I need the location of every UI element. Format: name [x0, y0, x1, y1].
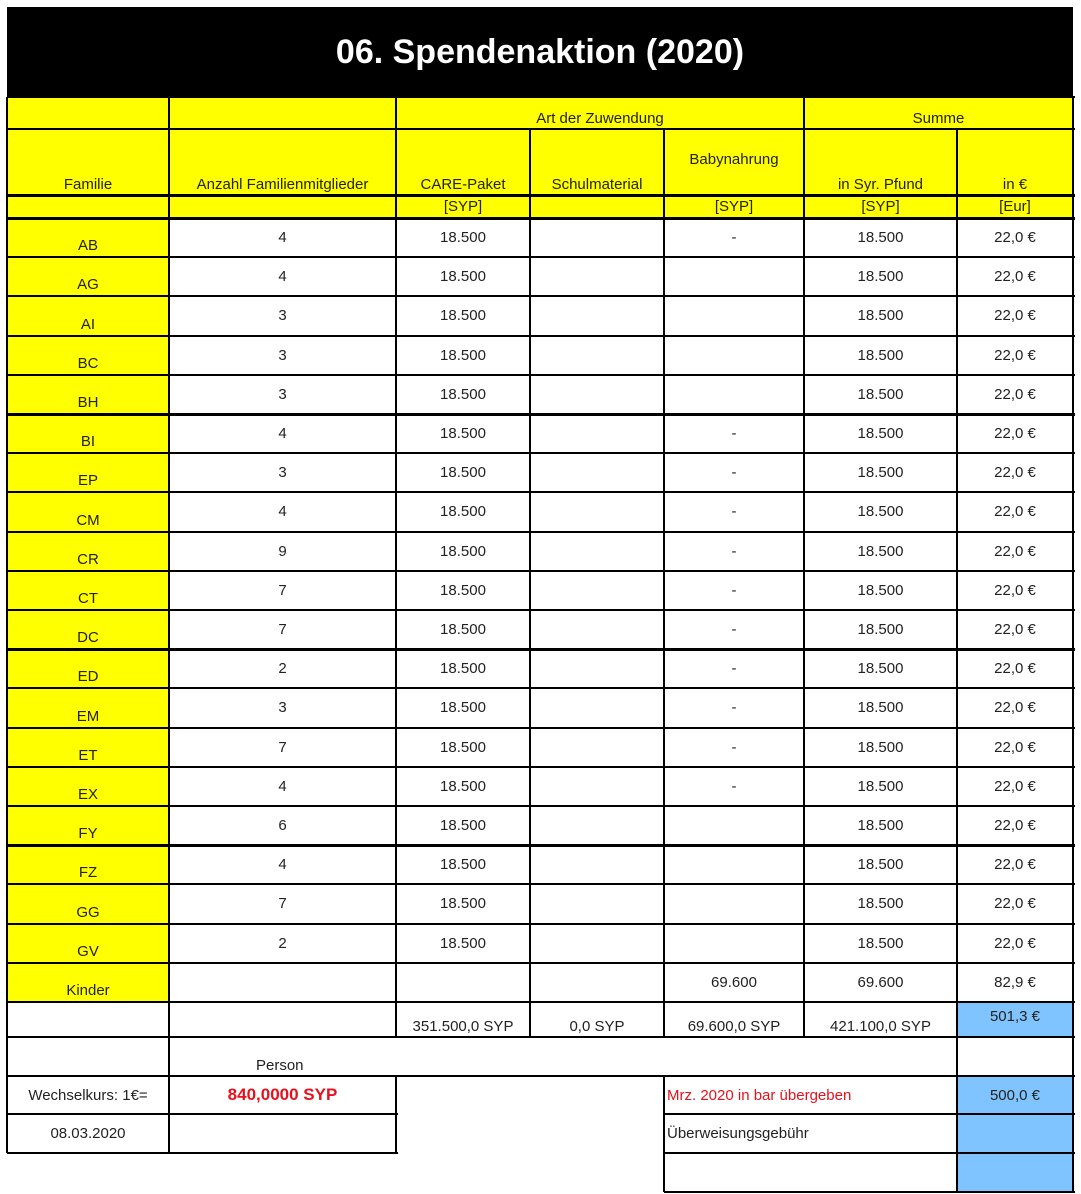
cash-handover-label: Mrz. 2020 in bar übergeben: [667, 1086, 852, 1104]
grid-line: [395, 1114, 397, 1153]
grid-line: [956, 1153, 958, 1192]
cell-care[interactable]: 18.500: [440, 817, 486, 834]
cell-schul[interactable]: [530, 532, 664, 571]
cell-syp[interactable]: 18.500: [857, 778, 904, 795]
grid-line: [956, 1114, 958, 1153]
grid-line: [1072, 1076, 1074, 1114]
header-care: CARE-Paket: [396, 129, 530, 195]
cell-syp[interactable]: 18.500: [857, 464, 904, 481]
cell-syp[interactable]: 18.500: [857, 856, 904, 873]
grid-line: [956, 218, 958, 1002]
cell-baby[interactable]: [664, 296, 804, 336]
cell-baby[interactable]: -: [731, 778, 737, 795]
cell-baby[interactable]: [664, 375, 804, 414]
grid-line: [168, 1037, 170, 1076]
cell-baby[interactable]: -: [731, 660, 737, 677]
cell-anzahl[interactable]: 4: [278, 425, 287, 442]
cell-syp[interactable]: 18.500: [857, 739, 904, 756]
exchange-rate-value[interactable]: 840,0000 SYP: [227, 1085, 338, 1104]
header-anzahl: Anzahl Familienmitglieder: [169, 129, 396, 195]
cell-anzahl[interactable]: 4: [278, 503, 287, 520]
cell-schul[interactable]: [530, 453, 664, 492]
cell-baby[interactable]: [664, 806, 804, 845]
grid-line: [529, 1002, 531, 1037]
grid-line: [1072, 97, 1074, 129]
grid-line: [6, 129, 8, 218]
cell-familie: AG: [7, 257, 169, 296]
cell-baby[interactable]: -: [731, 543, 737, 560]
cell-syp[interactable]: 18.500: [857, 935, 904, 952]
cell-familie: BI: [7, 414, 169, 453]
exchange-rate-label: Wechselkurs: 1€=: [28, 1086, 148, 1104]
cell-anzahl[interactable]: 4: [278, 229, 287, 246]
cell-anzahl[interactable]: 3: [278, 307, 287, 324]
cell-eur[interactable]: 22,0 €: [994, 621, 1036, 638]
total-syp: 421.100,0 SYP: [830, 1018, 931, 1035]
cell-familie: GG: [7, 884, 169, 924]
header-syp: in Syr. Pfund: [804, 129, 957, 195]
cell-eur[interactable]: 22,0 €: [994, 425, 1036, 442]
cell-familie: ET: [7, 728, 169, 767]
cell-schul[interactable]: [530, 884, 664, 924]
header-group-art: Art der Zuwendung: [396, 97, 804, 129]
cell-baby[interactable]: -: [731, 464, 737, 481]
cell-schul[interactable]: [530, 414, 664, 453]
cell-anzahl[interactable]: 3: [278, 386, 287, 403]
grid-line: [803, 218, 805, 1002]
cell-familie: CT: [7, 571, 169, 610]
grid-line: [803, 1002, 805, 1037]
grid-line: [956, 1002, 958, 1037]
total-baby: 69.600,0 SYP: [687, 1018, 781, 1035]
exchange-date: 08.03.2020: [50, 1125, 126, 1142]
unit-care: [SYP]: [396, 195, 530, 218]
grid-line: [663, 1076, 665, 1114]
cell-eur[interactable]: 22,0 €: [994, 543, 1036, 560]
cell-familie: FY: [7, 806, 169, 845]
cell-schul[interactable]: [530, 924, 664, 963]
empty-label-cell[interactable]: [664, 1153, 957, 1192]
cell-care[interactable]: 18.500: [440, 229, 486, 246]
grid-line: [168, 97, 170, 129]
header-group-summe: Summe: [804, 97, 1073, 129]
cell-syp[interactable]: 18.500: [857, 386, 904, 403]
grid-line: [6, 218, 8, 1002]
cell-anzahl[interactable]: 4: [278, 268, 287, 285]
cell-schul[interactable]: [530, 218, 664, 257]
cell-baby[interactable]: -: [731, 739, 737, 756]
cell-syp[interactable]: 18.500: [857, 817, 904, 834]
cell-care[interactable]: 18.500: [440, 347, 486, 364]
total-schul: 0,0 SYP: [569, 1018, 625, 1035]
grid-line: [663, 1153, 665, 1192]
cell-baby[interactable]: -: [731, 582, 737, 599]
grid-line: [6, 1076, 8, 1114]
header-familie: Familie: [7, 129, 169, 195]
cell-care[interactable]: 18.500: [440, 307, 486, 324]
cell-eur[interactable]: 22,0 €: [994, 817, 1036, 834]
cell-anzahl[interactable]: 7: [278, 582, 287, 599]
grid-line: [168, 1114, 170, 1153]
cell-familie: AI: [7, 296, 169, 336]
cell-schul[interactable]: [530, 571, 664, 610]
grid-line: [663, 129, 665, 218]
cell-care[interactable]: 18.500: [440, 856, 486, 873]
cell-eur[interactable]: 22,0 €: [994, 699, 1036, 716]
cell-care[interactable]: 18.500: [440, 503, 486, 520]
cell-care[interactable]: 18.500: [440, 582, 486, 599]
cell-syp[interactable]: 18.500: [857, 895, 904, 912]
cell-eur[interactable]: 22,0 €: [994, 229, 1036, 246]
cell-eur[interactable]: 22,0 €: [994, 503, 1036, 520]
cell-baby[interactable]: -: [731, 503, 737, 520]
cell-schul[interactable]: [530, 610, 664, 649]
cell-anzahl[interactable]: 9: [278, 543, 287, 560]
grid-line: [395, 97, 397, 129]
grid-line: [168, 218, 170, 1002]
cell-schul[interactable]: [530, 336, 664, 375]
grid-line: [529, 218, 531, 1002]
cell-eur[interactable]: 22,0 €: [994, 464, 1036, 481]
cell-anzahl[interactable]: 6: [278, 817, 287, 834]
cell-syp[interactable]: 18.500: [857, 660, 904, 677]
cell-eur[interactable]: 22,0 €: [994, 895, 1036, 912]
cell-baby[interactable]: [664, 884, 804, 924]
cell-eur[interactable]: 22,0 €: [994, 268, 1036, 285]
cell-anzahl[interactable]: 2: [278, 935, 287, 952]
cell-syp[interactable]: 18.500: [857, 268, 904, 285]
cell-schul[interactable]: [530, 963, 664, 1002]
cell-anzahl[interactable]: 3: [278, 464, 287, 481]
cell-anzahl[interactable]: 7: [278, 621, 287, 638]
cell-syp[interactable]: 18.500: [857, 621, 904, 638]
cell-anzahl[interactable]: 7: [278, 895, 287, 912]
cell-familie: GV: [7, 924, 169, 963]
cell-care[interactable]: 18.500: [440, 699, 486, 716]
grid-line: [168, 129, 170, 218]
cell-syp[interactable]: 18.500: [857, 425, 904, 442]
cell-schul[interactable]: [530, 728, 664, 767]
cell-care[interactable]: 18.500: [440, 935, 486, 952]
cell-eur[interactable]: 82,9 €: [994, 974, 1036, 991]
transfer-fee-label: Überweisungsgebühr: [667, 1125, 809, 1142]
cell-anzahl[interactable]: 4: [278, 778, 287, 795]
cell-syp[interactable]: 18.500: [857, 503, 904, 520]
grid-line: [395, 129, 397, 218]
cell-eur[interactable]: 22,0 €: [994, 739, 1036, 756]
cell-eur[interactable]: 22,0 €: [994, 582, 1036, 599]
cell-care[interactable]: 18.500: [440, 739, 486, 756]
unit-baby: [SYP]: [664, 195, 804, 218]
cell-care[interactable]: 18.500: [440, 660, 486, 677]
cell-eur[interactable]: 22,0 €: [994, 856, 1036, 873]
grid-line: [168, 1076, 170, 1114]
cell-anzahl[interactable]: 4: [278, 856, 287, 873]
cell-schul[interactable]: [530, 296, 664, 336]
unit-syp: [SYP]: [804, 195, 957, 218]
cell-schul[interactable]: [530, 688, 664, 728]
cell-eur[interactable]: 22,0 €: [994, 307, 1036, 324]
grid-line: [956, 1037, 958, 1076]
grid-line: [803, 97, 805, 129]
cell-baby[interactable]: [664, 336, 804, 375]
cell-familie: EM: [7, 688, 169, 728]
cell-baby[interactable]: [664, 845, 804, 884]
grid-line: [663, 1002, 665, 1037]
page-title: 06. Spendenaktion (2020): [7, 7, 1073, 97]
grid-line: [663, 1114, 665, 1153]
grid-line: [1072, 1114, 1074, 1153]
grid-line: [956, 1076, 958, 1114]
cell-schul[interactable]: [530, 375, 664, 414]
cell-care[interactable]: 18.500: [440, 778, 486, 795]
cell-familie: DC: [7, 610, 169, 649]
cell-eur[interactable]: 22,0 €: [994, 347, 1036, 364]
grid-line: [6, 1114, 8, 1153]
cell-baby[interactable]: -: [731, 699, 737, 716]
cell-care[interactable]: 18.500: [440, 895, 486, 912]
cell-familie: BC: [7, 336, 169, 375]
grid-line: [1072, 129, 1074, 218]
grid-line: [1072, 1037, 1074, 1076]
cell-eur[interactable]: 22,0 €: [994, 660, 1036, 677]
cell-familie: AB: [7, 218, 169, 257]
cell-baby[interactable]: -: [731, 425, 737, 442]
cell-anzahl[interactable]: [169, 963, 396, 1002]
cell-care[interactable]: 18.500: [440, 268, 486, 285]
grid-line: [664, 1152, 1075, 1154]
header-eur: in €: [957, 129, 1073, 195]
cell-syp[interactable]: 18.500: [857, 347, 904, 364]
grid-line: [395, 1002, 397, 1037]
cell-baby[interactable]: [664, 257, 804, 296]
cell-care[interactable]: 18.500: [440, 425, 486, 442]
grid-line: [1072, 218, 1074, 1002]
cell-eur[interactable]: 22,0 €: [994, 935, 1036, 952]
cell-schul[interactable]: [530, 767, 664, 806]
cell-syp[interactable]: 18.500: [857, 543, 904, 560]
grid-line: [664, 1113, 1075, 1115]
cell-familie: CR: [7, 532, 169, 571]
header-baby: Babynahrung: [664, 129, 804, 195]
grid-line: [803, 129, 805, 218]
cell-familie: BH: [7, 375, 169, 414]
cell-familie: ED: [7, 649, 169, 688]
cell-syp[interactable]: 18.500: [857, 229, 904, 246]
cash-handover-value[interactable]: 500,0 €: [957, 1076, 1073, 1114]
cell-familie: Kinder: [7, 963, 169, 1002]
cell-baby[interactable]: [664, 924, 804, 963]
cell-syp[interactable]: 18.500: [857, 699, 904, 716]
cell-eur[interactable]: 22,0 €: [994, 386, 1036, 403]
cell-schul[interactable]: [530, 845, 664, 884]
cell-schul[interactable]: [530, 806, 664, 845]
header-schul: Schulmaterial: [530, 129, 664, 195]
grid-line: [7, 1152, 398, 1154]
cell-familie: FZ: [7, 845, 169, 884]
total-eur: 501,3 €: [957, 1002, 1073, 1037]
grid-line: [168, 1002, 170, 1037]
cell-care[interactable]: 18.500: [440, 464, 486, 481]
grid-line: [6, 97, 8, 129]
cell-anzahl[interactable]: 2: [278, 660, 287, 677]
cell-familie: EP: [7, 453, 169, 492]
cell-syp[interactable]: 18.500: [857, 307, 904, 324]
grid-line: [529, 129, 531, 218]
cell-baby[interactable]: -: [731, 621, 737, 638]
cell-syp[interactable]: 18.500: [857, 582, 904, 599]
cell-care[interactable]: 18.500: [440, 543, 486, 560]
grid-line: [663, 218, 665, 1002]
grid-line: [1072, 1002, 1074, 1037]
grid-line: [7, 1113, 398, 1115]
grid-line: [395, 218, 397, 1002]
cell-syp[interactable]: 69.600: [857, 974, 904, 991]
empty-value-cell[interactable]: [957, 1153, 1073, 1192]
person-label: Person: [256, 1057, 304, 1074]
grid-line: [664, 1191, 1075, 1193]
cell-care[interactable]: 18.500: [440, 621, 486, 638]
cell-anzahl[interactable]: 3: [278, 699, 287, 716]
grid-line: [1072, 1153, 1074, 1192]
cell-care[interactable]: 18.500: [440, 386, 486, 403]
total-care: 351.500,0 SYP: [412, 1018, 514, 1035]
cell-anzahl[interactable]: 3: [278, 347, 287, 364]
grid-line: [956, 129, 958, 218]
cell-schul[interactable]: [530, 492, 664, 532]
cell-familie: EX: [7, 767, 169, 806]
cell-care[interactable]: [396, 963, 530, 1002]
grid-line: [395, 1076, 397, 1114]
transfer-fee-value[interactable]: [957, 1114, 1073, 1153]
cell-schul[interactable]: [530, 257, 664, 296]
grid-line: [6, 1002, 8, 1037]
cell-baby[interactable]: 69.600: [711, 974, 757, 991]
cell-anzahl[interactable]: 7: [278, 739, 287, 756]
cell-eur[interactable]: 22,0 €: [994, 778, 1036, 795]
unit-eur: [Eur]: [957, 195, 1073, 218]
cell-schul[interactable]: [530, 649, 664, 688]
exchange-extra-cell[interactable]: [169, 1114, 396, 1153]
grid-line: [6, 1037, 8, 1076]
cell-baby[interactable]: -: [731, 229, 737, 246]
cell-familie: CM: [7, 492, 169, 532]
